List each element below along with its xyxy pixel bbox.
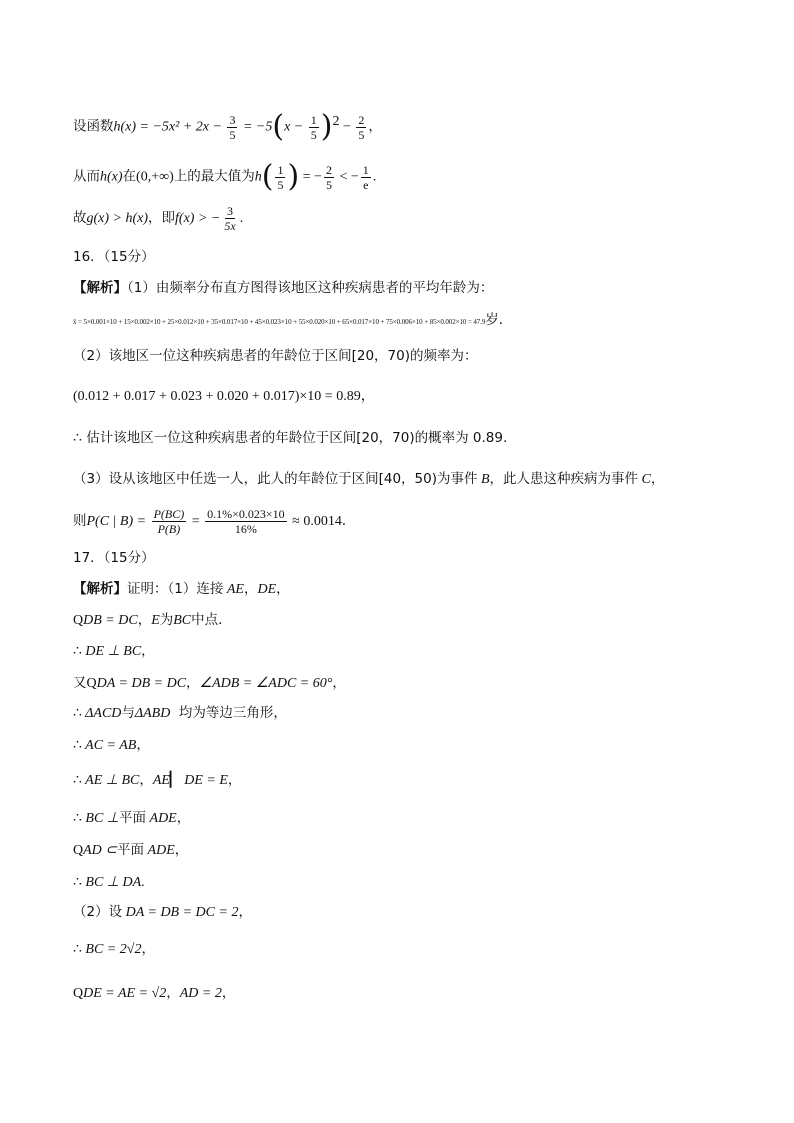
text: 估计该地区一位这种疾病患者的年龄位于区间[20，70)的概率为 0.89. [81, 430, 508, 446]
q17-line-6 [73, 739, 150, 753]
paren-right: ) [320, 109, 333, 144]
fraction: $\frac{3}{5}$ [229, 112, 236, 142]
therefore-symbol: ∴ [73, 875, 82, 890]
punct: ， [176, 810, 191, 826]
math: DE = E [180, 773, 228, 788]
h-max-value-line [73, 159, 377, 194]
punct: ， [137, 612, 152, 628]
math-expr: f(x) > − [175, 211, 221, 226]
punct: ， [186, 675, 200, 691]
math: BC ⊥ [81, 811, 120, 826]
q16-part2-intro: （2）该地区一位这种疾病患者的年龄位于区间[20，70)的频率为： [73, 348, 478, 364]
q17-line-10 [73, 876, 145, 890]
analysis-tag: 【解析】 [73, 581, 127, 597]
q17-line-2 [73, 614, 232, 628]
math: E [151, 613, 160, 628]
analysis-tag: 【解析】 [73, 280, 127, 296]
q17-line-8 [73, 812, 190, 826]
text: 上的最大值为 [173, 168, 255, 185]
math: ADE [144, 843, 175, 858]
text: 平面 [117, 842, 145, 858]
q16-header: 16．（15分） [73, 249, 155, 265]
math-expr: − [339, 119, 355, 135]
math: DE ⊥ BC [81, 644, 142, 659]
math: AE ⊥ BC [81, 773, 140, 788]
therefore-symbol: ∴ [73, 706, 82, 721]
math-expr: x − [284, 119, 307, 135]
punct: ， [227, 772, 242, 788]
math: ∠ADB = ∠ADC = 60° [199, 676, 333, 691]
punct: ， [141, 941, 155, 957]
text: 为 [159, 612, 174, 628]
text: 又 [73, 675, 87, 691]
math: BC = 2√2 [81, 942, 142, 957]
punct: ， [136, 737, 150, 753]
q17-line-1 [73, 583, 290, 597]
text: ，此人患这种疾病为事件 [489, 471, 639, 487]
punct: ， [332, 675, 346, 691]
math-expr: = − [299, 169, 322, 185]
q17-line-7 [73, 774, 241, 788]
math: ADE [146, 811, 177, 826]
q16-part2-expression: (0.012 + 0.017 + 0.023 + 0.020 + 0.017)×10 = 0.89， [73, 389, 375, 404]
paren-right: ) [287, 159, 300, 194]
punct: ， [174, 842, 189, 858]
punct: ， [141, 643, 155, 659]
therefore-symbol: ∴ [73, 811, 82, 826]
q16-mean-formula [73, 314, 512, 328]
punct: . [239, 211, 244, 226]
q17-line-3 [73, 645, 155, 659]
punct: ， [166, 985, 180, 1001]
q17-line-13 [73, 987, 235, 1001]
text: 在 [122, 168, 137, 185]
paren-left: ( [261, 159, 274, 194]
math-expr: h(x) [100, 169, 123, 185]
q17-line-9 [73, 844, 188, 858]
math-expr: g(x) > h(x) [86, 211, 149, 226]
text: ，即 [148, 210, 176, 226]
because-symbol: Q [73, 843, 84, 858]
therefore-symbol: ∴ [73, 773, 82, 788]
fraction: $\frac{2}{5}$ [358, 112, 365, 142]
q17-line-5 [73, 707, 287, 721]
math-expr: < − [335, 169, 359, 185]
math: DA = DB = DC [96, 676, 187, 691]
unit-text: 岁． [485, 312, 513, 328]
q17-line-11 [73, 906, 252, 920]
text-prefix: 设函数 [73, 118, 114, 135]
text: （3）设从该地区中任选一人，此人的年龄位于区间[40，50)为事件 [73, 471, 478, 487]
because-symbol: Q [86, 676, 97, 691]
fraction: $\frac{1}{5}$ [277, 162, 284, 192]
math: ΔABD [134, 706, 171, 721]
g-h-conclusion-line [73, 205, 243, 232]
q16-conditional-probability [73, 508, 355, 535]
q17-line-12 [73, 943, 155, 957]
text: （2）设 [73, 904, 123, 920]
math: ΔACD [81, 706, 122, 721]
fraction: $\frac{1}{5}$ [310, 112, 317, 142]
math: BC ⊥ DA [81, 875, 142, 890]
math: BC [173, 613, 192, 628]
math: AE [223, 582, 244, 597]
fraction: $\frac{1}{e}$ [362, 162, 369, 192]
h-function-definition [73, 109, 382, 144]
interval: (0,+∞) [136, 169, 174, 185]
punct: ， [139, 772, 153, 788]
punct: . [372, 169, 377, 185]
math-expr: = −5 [239, 119, 273, 135]
text: 中点． [191, 612, 232, 628]
paren-left: ( [272, 109, 285, 144]
math: DB = DC [83, 613, 138, 628]
event-C: C [638, 472, 651, 487]
text: （1）由频率分布直方图得该地区这种疾病患者的平均年龄为： [127, 280, 494, 296]
q17-line-4 [73, 677, 346, 691]
math-expr: P(C | B) = [86, 514, 150, 529]
text: 故 [73, 210, 87, 226]
math: AC = AB [81, 738, 137, 753]
punct: . [141, 875, 145, 890]
because-symbol: Q [73, 986, 84, 1001]
therefore-symbol: ∴ [73, 431, 82, 446]
q16-part2-conclusion [73, 432, 507, 446]
math: DA = DB = DC = 2 [122, 905, 239, 920]
math-expr: ≈ 0.0014 [288, 514, 342, 529]
event-B: B [477, 472, 490, 487]
therefore-symbol: ∴ [73, 942, 82, 957]
punct: ， [276, 581, 290, 597]
punct: ， [243, 581, 258, 597]
text: ， [650, 471, 665, 487]
text: 均为等边三角形， [170, 705, 287, 721]
fraction: $\frac{2}{5}$ [325, 162, 332, 192]
math: DE = AE = √2 [83, 986, 167, 1001]
fraction: $\frac{3}{5x}$ [224, 204, 236, 233]
text: 与 [121, 705, 135, 721]
text: 从而 [73, 168, 100, 185]
math-expr: h(x) = −5x² + 2x − [113, 119, 226, 135]
punct: ， [368, 118, 382, 135]
exponent: 2 [332, 114, 340, 129]
math: AE [152, 773, 170, 788]
text: 平面 [119, 810, 147, 826]
math-expr: h [254, 169, 262, 185]
fraction: $\frac{P(BC)}{P(B)}$ [153, 507, 185, 536]
punct: ． [341, 513, 356, 529]
punct: ， [221, 985, 236, 1001]
text: 证明：（1）连接 [127, 581, 224, 597]
intersection-glyph: ▏ [169, 773, 181, 788]
q16-part1-intro [73, 282, 493, 296]
text: 则 [73, 513, 87, 529]
math-expr: = [188, 514, 204, 529]
fraction: $\frac{0.1\%\times 0.023\times 10}{16\%}$ [207, 507, 285, 536]
math: AD = 2 [179, 986, 222, 1001]
q16-part3-intro [73, 473, 664, 487]
therefore-symbol: ∴ [73, 644, 82, 659]
therefore-symbol: ∴ [73, 738, 82, 753]
q17-header: 17．（15分） [73, 550, 155, 566]
math: DE [257, 582, 277, 597]
math: AD ⊂ [83, 843, 118, 858]
mean-expression: x̄ = 5×0.001×10 + 15×0.002×10 + 25×0.012×10 + 35×0.017×10 + 45×0.023×10 + 55×0.020×10 + 65×0.017×10 + 75×0.006×10 + 85×0.002×10 = 47.9 [73, 318, 486, 326]
punct: ， [238, 904, 252, 920]
because-symbol: Q [73, 613, 84, 628]
